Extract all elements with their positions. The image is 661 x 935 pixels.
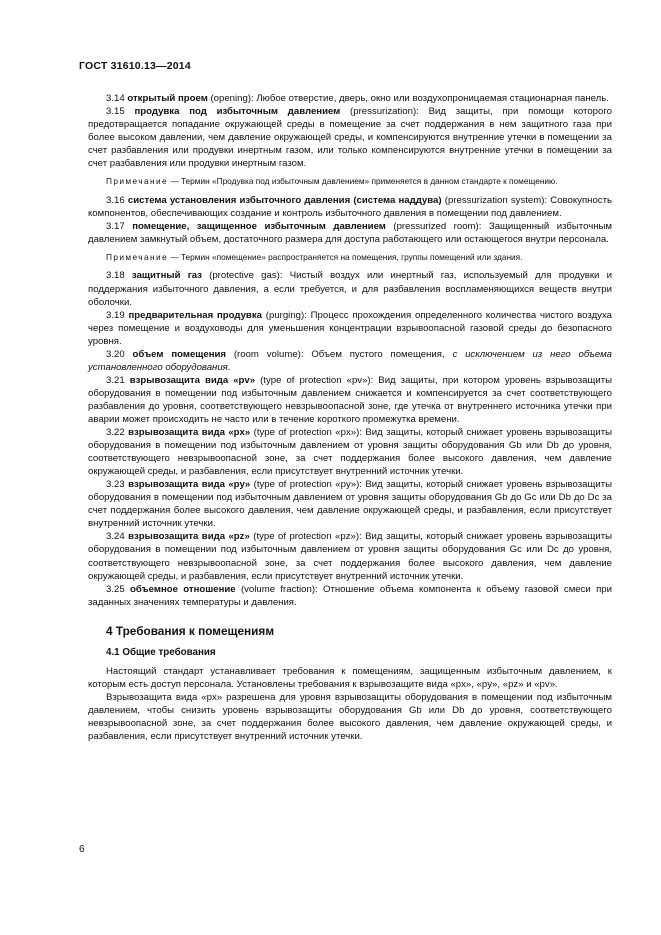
document-header: ГОСТ 31610.13—2014 <box>79 60 191 72</box>
section-4-1-paragraph-2: Взрывозащита вида «px» разрешена для уровня взрывозащиты оборудования в помещении под избыточным давлением, чтобы снизить уровень взрывозащиты оборудования Gb или Db до уровня, соответствующего невзрывоопасной зоне, за счет поддержания более высокого давления, чем давление окружающей среды, и разбавления, если присутствует внутренний источник утечки. <box>88 691 612 743</box>
definition-3-21: 3.21 взрывозащита вида «pv» (type of protection «pv»): Вид защиты, при котором уровень взрывозащиты оборудования в помещении под избыточным давлением снижается и компенсируется за счет соответствующего разбавления до уровня, соответствующего невзрывоопасной зоне, где утечка от внутреннего источника утечки при аварии может происходить не часто или в течение короткого промежутка времени. <box>88 374 612 425</box>
section-4-1-paragraph-1: Настоящий стандарт устанавливает требования к помещениям, защищенным избыточным давлением, к которым есть доступ персонала. Установлены требования к взрывозащите вида «px», «py», «pz» и «pv». <box>88 665 612 690</box>
definition-3-23: 3.23 взрывозащита вида «py» (type of protection «py»): Вид защиты, который снижает уровень взрывозащиты оборудования в помещении под избыточным давлением от уровня защиты оборудования Gb до Gc или Db до Dc за счет поддержания более высокого давления, чем давление окружающей среды, и разбавления, если присутствует внутренний источник утечки. <box>88 479 612 530</box>
note-2: Примечание — Термин «помещение» распространяется на помещения, группы помещений или здания. <box>106 251 523 262</box>
definition-3-15: 3.15 продувка под избыточным давлением (pressurization): Вид защиты, при помощи которого предотвращается попадание окружающей среды в помещение за счет поддержания в нем защитного газа при более высоком давлении, чем давление окружающей среды, и компенсируются внутренние утечки в помещении за счет разбавления или продувки инертным газом, или только компенсируются внутренние утечки в помещении за счет разбавления или продувки инертным газом. <box>88 106 612 170</box>
definition-3-25: 3.25 объемное отношение (volume fraction): Отношение объема компонента к объему газовой смеси при заданных значениях температуры и давления. <box>88 583 612 608</box>
section-4-title: 4 Требования к помещениям <box>106 623 275 638</box>
definition-3-14: 3.14 открытый проем (opening): Любое отверстие, дверь, окно или воздухопроницаемая стационарная панель. <box>106 93 609 104</box>
definition-3-24: 3.24 взрывозащита вида «pz» (type of protection «pz»): Вид защиты, который снижает уровень взрывозащиты оборудования в помещении под избыточным давлением от уровня защиты оборудования Gc или Dc до уровня, соответствующего невзрывоопасной зоне, за счет поддержания более высокого давления, чем давление окружающей среды, и разбавления, если присутствует внутренний источник утечки. <box>88 531 613 582</box>
definition-3-20: 3.20 объем помещения (room volume): Объем пустого помещения, с исключением из него объема установленного оборудования. <box>88 348 613 373</box>
definition-3-22: 3.22 взрывозащита вида «px» (type of protection «px»): Вид защиты, который снижает уровень взрывозащиты оборудования в помещении под избыточным давлением от уровня защиты оборудования Gb или Db до уровня, соответствующего невзрывоопасной зоне, за счет поддержания более высокого давления, чем давление окружающей среды, и разбавления, если присутствует внутренний источник утечки. <box>88 427 612 478</box>
definition-3-16: 3.16 система установления избыточного давления (система наддува) (pressurization system): Совокупность компонентов, обеспечивающих создание и контроль избыточного давления в помещении под давлением. <box>88 194 612 219</box>
note-1: Примечание — Термин «Продувка под избыточным давлением» применяется в данном стандарте к помещению. <box>106 176 558 187</box>
definition-3-18: 3.18 защитный газ (protective gas): Чистый воздух или инертный газ, используемый для продувки и поддержания избыточного давления, а если требуется, и для разбавления воспламеняющихся веществ внутри оболочки. <box>88 270 612 308</box>
definition-3-19: 3.19 предварительная продувка (purging): Процесс прохождения определенного количества чистого воздуха через помещение и воздуховоды для уменьшения концентрации взрывоопасной газовой среды до безопасного уровня. <box>88 309 612 347</box>
definition-3-17: 3.17 помещение, защищенное избыточным давлением (pressurized room): Защищенный избыточным давлением замкнутый объем, достаточного размера для доступа работающего или остающегося внутри персонала. <box>88 220 612 245</box>
document-body <box>88 92 612 743</box>
page-number: 6 <box>79 844 85 855</box>
subsection-4-1-title: 4.1 Общие требования <box>106 646 216 658</box>
